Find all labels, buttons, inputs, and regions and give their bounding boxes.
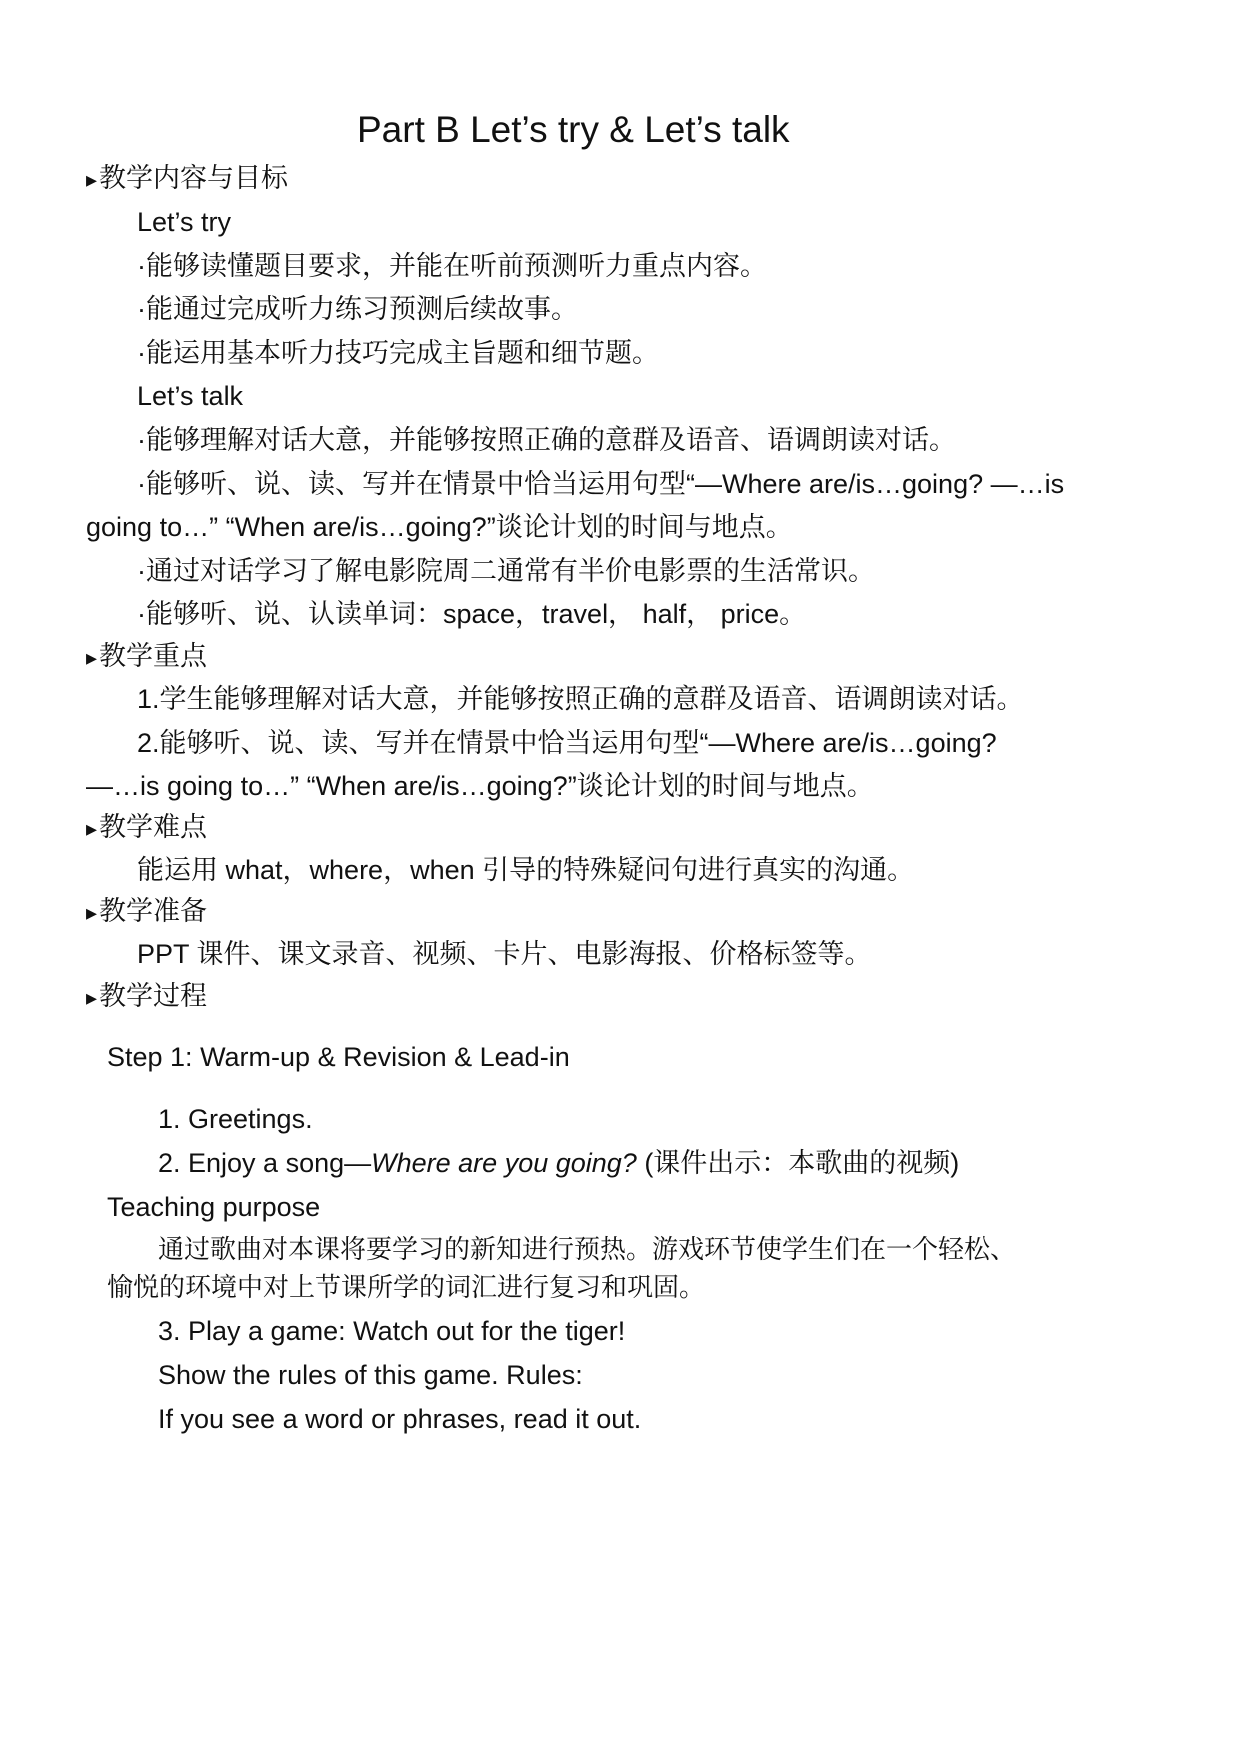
teaching-purpose-line-2: 愉悦的环境中对上节课所学的词汇进行复习和巩固。 [107,1273,706,1303]
teaching-purpose-line-1: 通过歌曲对本课将要学习的新知进行预热。游戏环节使学生们在一个轻松、 [158,1235,1017,1265]
lets-try-item-1: ·能够读懂题目要求，并能在听前预测听力重点内容。 [137,251,767,281]
step-1-heading: Step 1: Warm-up & Revision & Lead-in [107,1042,570,1072]
section-label: 教学内容与目标 [99,163,289,193]
song-prefix: 2. Enjoy a song— [158,1148,372,1178]
step-1-game: 3. Play a game: Watch out for the tiger! [158,1316,626,1346]
section-label: 教学难点 [99,812,208,842]
section-difficult-points [86,809,207,847]
key-point-2-line-2: —…is going to…” “When are/is…going?”谈论计划的时间与地点。 [86,771,874,801]
lets-try-heading: Let’s try [137,207,232,237]
lets-talk-item-4: ·能够听、说、认读单词：space，travel， half， price。 [137,599,807,629]
step-1-rules: Show the rules of this game. Rules: [158,1360,583,1390]
lets-talk-heading: Let’s talk [137,381,244,411]
document-title: Part B Let’s try & Let’s talk [357,109,790,150]
lets-talk-item-2-line-2: going to…” “When are/is…going?”谈论计划的时间与地点。 [86,512,793,542]
section-content-goals [86,160,288,198]
section-label: 教学重点 [99,641,208,671]
lets-try-item-3: ·能运用基本听力技巧完成主旨题和细节题。 [137,338,659,368]
section-label: 教学准备 [99,896,208,926]
preparation-text: PPT 课件、课文录音、视频、卡片、电影海报、价格标签等。 [137,939,872,969]
teaching-purpose-heading: Teaching purpose [107,1192,321,1222]
step-1-greetings: 1. Greetings. [158,1104,313,1134]
section-label: 教学过程 [99,981,208,1011]
song-title: Where are you going? [371,1148,637,1178]
song-suffix: (课件出示：本歌曲的视频) [636,1148,960,1178]
step-1-rule-1: If you see a word or phrases, read it out. [158,1404,642,1434]
section-key-points [86,638,207,676]
key-point-1: 1.学生能够理解对话大意，并能够按照正确的意群及语音、语调朗读对话。 [137,684,1024,714]
key-point-2-line-1: 2.能够听、说、读、写并在情景中恰当运用句型“—Where are/is…going? [137,728,997,758]
lets-try-item-2: ·能通过完成听力练习预测后续故事。 [137,294,578,324]
lets-talk-item-2-line-1: ·能够听、说、读、写并在情景中恰当运用句型“—Where are/is…going? —…is [137,469,1065,499]
difficult-point-text: 能运用 what，where，when 引导的特殊疑问句进行真实的沟通。 [137,855,915,885]
step-1-song [158,1145,959,1181]
section-preparation [86,893,207,931]
section-process [86,978,207,1016]
lets-talk-item-1: ·能够理解对话大意，并能够按照正确的意群及语音、语调朗读对话。 [137,425,956,455]
lets-talk-item-3: ·通过对话学习了解电影院周二通常有半价电影票的生活常识。 [137,556,875,586]
